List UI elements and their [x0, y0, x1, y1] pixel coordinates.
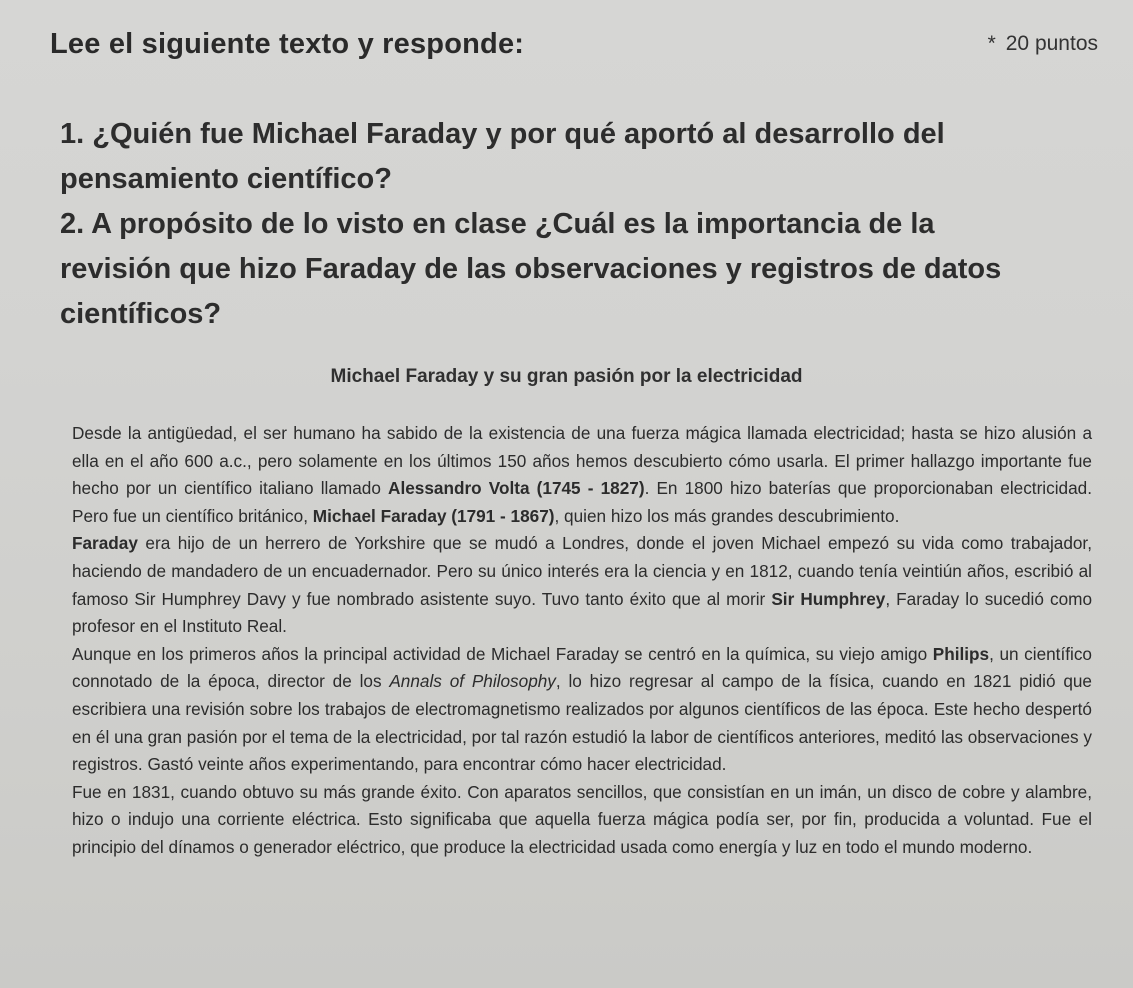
required-asterisk: * — [987, 32, 996, 55]
points-label — [988, 32, 1098, 56]
points-value: 20 puntos — [1005, 32, 1098, 55]
article-paragraph-2: Faraday era hijo de un herrero de Yorkshire que se mudó a Londres, donde el joven Michael empezó su vida como trabajador, haciendo de mandadero de un encuadernador. Pero su único interés era la ciencia y en 1812, cuando tenía veintiún años, escribió al famoso Sir Humphrey Davy y fue nombrado asistente suyo. Tuvo tanto éxito que al morir Sir Humphrey, Faraday lo sucedió como profesor en el Instituto Real. — [72, 533, 1093, 637]
question-1: 1. ¿Quién fue Michael Faraday y por qué aportó al desarrollo del pensamiento científico? — [60, 118, 945, 195]
question-title: Lee el siguiente texto y responde: — [50, 28, 525, 60]
article-title: Michael Faraday y su gran pasión por la electricidad — [330, 366, 803, 387]
question-list — [60, 112, 1020, 337]
article-body — [72, 420, 1092, 862]
article-paragraph-3: Aunque en los primeros años la principal actividad de Michael Faraday se centró en la química, su viejo amigo Philips, un científico connotado de la época, director de los Annals of Philosophy, lo hizo regresar al campo de la física, cuando en 1821 pidió que escribiera una revisión sobre los trabajos de electromagnetismo realizados por algunos científicos de las época. Este hecho despertó en él una gran pasión por el tema de la electricidad, por tal razón estudió la labor de científicos anteriores, meditó las observaciones y registros. Gastó veinte años experimentando, para encontrar cómo hacer electricidad. — [72, 643, 1092, 775]
article-paragraph-4: Fue en 1831, cuando obtuvo su más grande éxito. Con aparatos sencillos, que consistían en un imán, un disco de cobre y alambre, hizo o indujo una corriente eléctrica. Esto significaba que aquella fuerza mágica podía ser, por fin, producida a voluntad. Fue el principio del dínamos o generador eléctrico, que produce la electricidad usada como energía y luz en todo el mundo moderno. — [72, 781, 1092, 857]
article-paragraph-1: Desde la antigüedad, el ser humano ha sabido de la existencia de una fuerza mágica llamada electricidad; hasta se hizo alusión a ella en el año 600 a.c., pero solamente en los últimos 150 años hemos descubierto cómo usarla. El primer hallazgo importante fue hecho por un científico italiano llamado Alessandro Volta (1745 - 1827). En 1800 hizo baterías que proporcionaban electricidad. Pero fue un científico británico, Michael Faraday (1791 - 1867), quien hizo los más grandes descubrimiento. — [72, 423, 1092, 526]
question-header — [50, 28, 1110, 68]
question-2: 2. A propósito de lo visto en clase ¿Cuál es la importancia de la revisión que hizo Faraday de las observaciones y registros de datos científicos? — [60, 208, 1002, 330]
